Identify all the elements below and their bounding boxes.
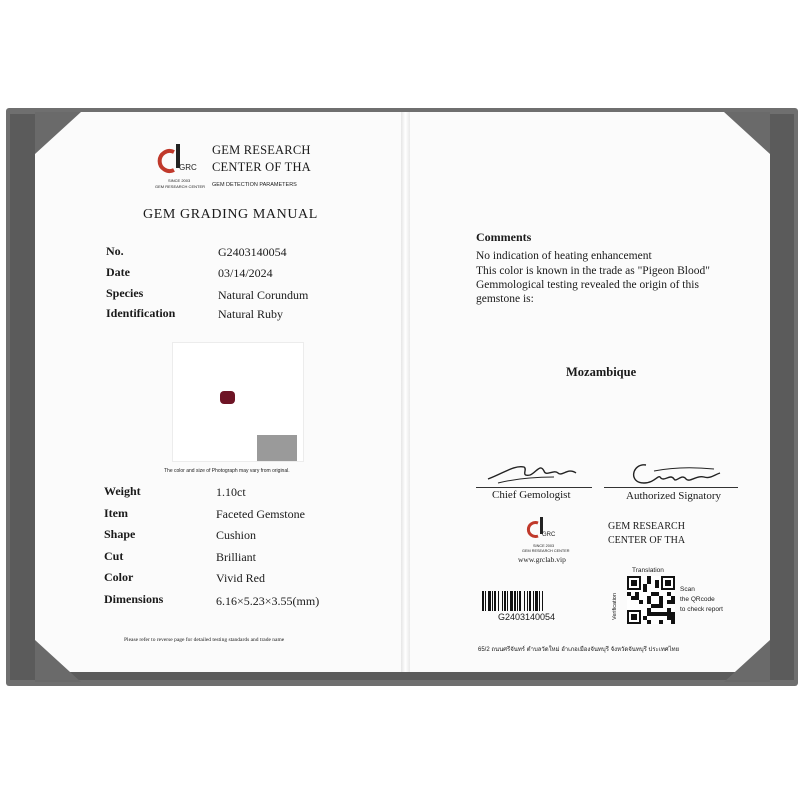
lab-name-right-line1: GEM RESEARCH [608, 521, 685, 532]
ruby-gemstone [220, 391, 235, 404]
reverse-page-note: Please refer to reverse page for detailed testing standards and trade name [124, 637, 285, 643]
comment-line-1: No indication of heating enhancement [476, 250, 652, 262]
qr-scan-line-3: to check report [680, 606, 723, 613]
barcode-number: G2403140054 [498, 612, 556, 622]
field-label-dimensions: Dimensions [104, 592, 164, 606]
gem-photo [172, 342, 304, 462]
field-value-cut: Brilliant [216, 550, 256, 564]
website-link[interactable]: www.grclab.vip [518, 555, 566, 564]
hologram-seal [257, 435, 297, 461]
field-label-date: Date [106, 265, 130, 279]
qr-scan-line-2: the QRcode [680, 596, 715, 603]
field-value-no: G2403140054 [218, 245, 287, 259]
qr-translation-label: Translation [632, 567, 664, 574]
field-label-cut: Cut [104, 549, 124, 563]
signature-line-left [476, 487, 592, 488]
grc-logo-small [522, 516, 562, 546]
logo-since: SINCE 2003 [168, 178, 191, 183]
field-label-shape: Shape [104, 527, 136, 541]
field-value-dimensions: 6.16×5.23×3.55(mm) [216, 594, 320, 608]
field-value-color: Vivid Red [216, 571, 265, 585]
lab-name-right-line2: CENTER OF THA [608, 535, 686, 546]
lab-name-line1: GEM RESEARCH [212, 143, 311, 157]
svg-text:GRC: GRC [542, 532, 556, 538]
signature-line-right [604, 487, 738, 488]
comment-line-4: gemstone is: [476, 293, 534, 305]
field-label-species: Species [106, 286, 144, 300]
report-title: GEM GRADING MANUAL [143, 207, 318, 222]
field-label-identification: Identification [106, 306, 176, 320]
field-value-item: Faceted Gemstone [216, 507, 305, 521]
field-label-item: Item [104, 506, 128, 520]
field-label-weight: Weight [104, 484, 141, 498]
lab-name-line2: CENTER OF THA [212, 160, 311, 174]
chief-gemologist-title: Chief Gemologist [492, 489, 571, 501]
qr-scan-line-1: Scan [680, 586, 695, 593]
barcode [482, 591, 590, 611]
field-label-color: Color [104, 570, 134, 584]
logo-small-since: SINCE 2003 [533, 544, 555, 548]
comment-line-3: Gemmological testing revealed the origin of this [476, 279, 699, 291]
comments-heading: Comments [476, 230, 532, 244]
field-label-no: No. [106, 244, 124, 258]
svg-text:GRC: GRC [179, 163, 197, 172]
logo-small-subtitle: GEM RESEARCH CENTER [522, 549, 570, 553]
qr-verification-label: Verification [612, 593, 618, 620]
authorized-signatory-title: Authorized Signatory [626, 490, 722, 502]
field-value-species: Natural Corundum [218, 288, 309, 302]
field-value-shape: Cushion [216, 528, 257, 542]
chief-gemologist-signature [484, 455, 584, 487]
lab-tagline: GEM DETECTION PARAMETERS [212, 182, 297, 188]
logo-subtitle: GEM RESEARCH CENTER [155, 184, 206, 189]
verification-qr-code[interactable] [627, 576, 675, 624]
origin-country: Mozambique [566, 365, 637, 379]
comment-line-2: This color is known in the trade as "Pigeon Blood" [476, 265, 710, 277]
field-value-identification: Natural Ruby [218, 307, 283, 321]
authorized-signatory-signature [624, 457, 724, 489]
photo-caption: The color and size of Photograph may vary from original. [164, 468, 290, 474]
grc-logo-small-icon [522, 516, 562, 546]
field-value-weight: 1.10ct [216, 485, 246, 499]
lab-address: 65/2 ถนนศรีจันทร์ ตำบลวัดใหม่ อำเภอเมืองจันทบุรี จังหวัดจันทบุรี ประเทศไทย [478, 647, 680, 653]
field-value-date: 03/14/2024 [218, 266, 273, 280]
